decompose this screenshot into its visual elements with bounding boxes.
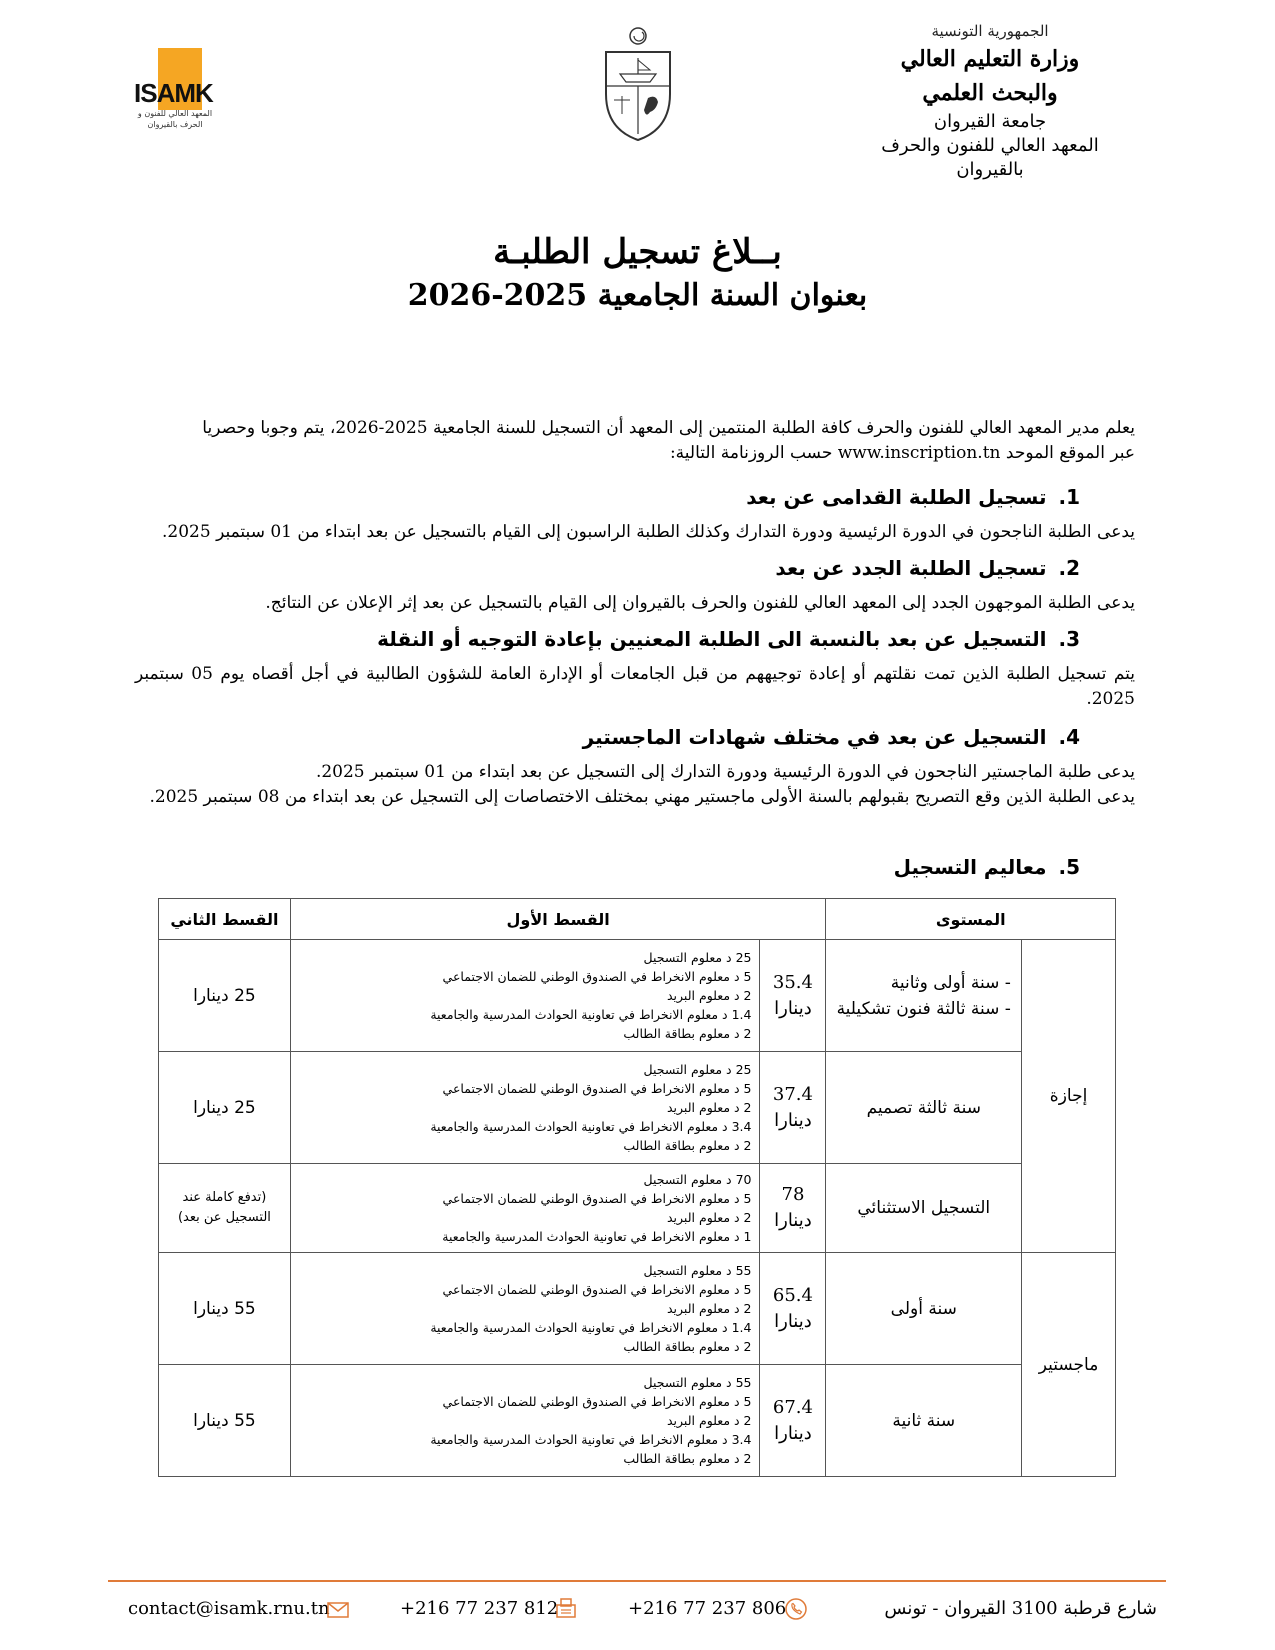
title-line-2: بعنوان السنة الجامعية 2025-2026 (407, 278, 868, 313)
section-2-text (135, 591, 1135, 616)
section-4-heading (583, 725, 1080, 749)
section-2-title: تسجيل الطلبة الجدد عن بعد (775, 556, 1047, 580)
fee-item: 2 د معلوم البريد (666, 1413, 752, 1428)
fee-item: 55 د معلوم التسجيل (643, 1375, 752, 1390)
phone-icon (783, 1596, 809, 1622)
amount-unit: دينارا (774, 997, 812, 1019)
fee-item: 2 د معلوم بطاقة الطالب (623, 1451, 752, 1466)
footer-phone[interactable]: +216 77 237 806 (628, 1598, 787, 1619)
amount-value: 35.4 (772, 971, 813, 993)
section-1-line: يدعى الطلبة الناجحون في الدورة الرئيسية ودورة التدارك وكذلك الطلبة الراسبون إلى القيام بالتسجيل عن بعد ابتداء من 01 سبتمبر 2025. (162, 522, 1135, 542)
fee-item: 3.4 د معلوم الانخراط في تعاونية الحوادث المدرسية والجامعية (430, 1119, 752, 1134)
fee-item: 2 د معلوم بطاقة الطالب (623, 1339, 752, 1354)
fee-item: 2 د معلوم البريد (666, 988, 752, 1003)
amount-cell (760, 1052, 826, 1164)
section-2-line: يدعى الطلبة الموجهون الجدد إلى المعهد العالي للفنون والحرف بالقيروان إلى القيام بالتسجيل عن بعد إثر الإعلان عن النتائج. (265, 593, 1135, 613)
isamk-logo (130, 48, 220, 140)
section-1-text (135, 520, 1135, 545)
fee-item: 70 د معلوم التسجيل (643, 1172, 752, 1187)
section-4-title: التسجيل عن بعد في مختلف شهادات الماجستير (582, 725, 1047, 749)
section-1-heading (746, 485, 1080, 509)
level-cell: سنة ثانية (826, 1365, 1022, 1477)
group-master: ماجستير (1022, 1253, 1116, 1477)
ministry-header (820, 22, 1160, 182)
fee-items-cell (290, 1052, 760, 1164)
second-installment-cell (159, 940, 291, 1052)
email-icon (325, 1596, 351, 1622)
intro-line-2: عبر الموقع الموحد www.inscription.tn حسب الروزنامة التالية: (669, 443, 1135, 463)
amount-value: 67.4 (772, 1396, 813, 1418)
fee-items-cell (290, 940, 760, 1052)
institute-name: المعهد العالي للفنون والحرف (881, 135, 1099, 156)
fee-item: 5 د معلوم الانخراط في الصندوق الوطني للضمان الاجتماعي (442, 1394, 752, 1409)
university-name: جامعة القيروان (933, 111, 1047, 132)
level-cell: سنة أولى (826, 1253, 1022, 1365)
section-5-number: 5. (1058, 855, 1080, 879)
table-row (159, 1052, 1116, 1164)
section-3-line: يتم تسجيل الطلبة الذين تمت نقلتهم أو إعادة توجيههم من قبل الجامعات أو الإدارة العامة للشؤون الطالبية في أجل أقصاه يوم 05 سبتمبر 2025. (135, 664, 1135, 709)
section-4-text (135, 760, 1135, 810)
section-2-number: 2. (1058, 556, 1080, 580)
fee-item: 2 د معلوم البريد (666, 1301, 752, 1316)
header-level: المستوى (826, 899, 1116, 940)
republic-name: الجمهورية التونسية (931, 22, 1049, 40)
table-row (159, 1164, 1116, 1253)
fee-item: 2 د معلوم بطاقة الطالب (623, 1026, 752, 1041)
level-cell: سنة ثالثة تصميم (826, 1052, 1022, 1164)
amount-cell (760, 1253, 826, 1365)
intro-line-1: يعلم مدير المعهد العالي للفنون والحرف كافة الطلبة المنتمين إلى المعهد أن التسجيل للسنة الجامعية 2025-2026، يتم وجوبا وحصريا (202, 418, 1135, 438)
fee-item: 1.4 د معلوم الانخراط في تعاونية الحوادث المدرسية والجامعية (430, 1007, 752, 1022)
fee-item: 1.4 د معلوم الانخراط في تعاونية الحوادث المدرسية والجامعية (430, 1320, 752, 1335)
fee-item: 2 د معلوم بطاقة الطالب (623, 1138, 752, 1153)
fee-item: 3.4 د معلوم الانخراط في تعاونية الحوادث المدرسية والجامعية (430, 1432, 752, 1447)
fee-item: 55 د معلوم التسجيل (643, 1263, 752, 1278)
amount-cell (760, 940, 826, 1052)
second-installment-cell (159, 1365, 291, 1477)
section-5-title: معاليم التسجيل (893, 855, 1047, 879)
amount-cell (760, 1365, 826, 1477)
level-line: - سنة أولى وثانية (890, 972, 1011, 993)
second-installment-cell (159, 1164, 291, 1253)
fee-item: 25 د معلوم التسجيل (643, 1062, 752, 1077)
table-row (159, 940, 1116, 1052)
amount-unit: دينارا (774, 1210, 812, 1231)
amount-unit: دينارا (774, 1422, 812, 1444)
amount-unit: دينارا (774, 1109, 812, 1131)
section-3-title: التسجيل عن بعد بالنسبة الى الطلبة المعنيين بإعادة التوجيه أو النقلة (377, 627, 1047, 651)
group-licence: إجازة (1022, 940, 1116, 1253)
second-value: 55 دينارا (193, 1298, 256, 1319)
ministry-name-2: والبحث العلمي (922, 80, 1058, 106)
amount-unit: دينارا (774, 1310, 812, 1332)
fee-items-cell (290, 1365, 760, 1477)
section-1-title: تسجيل الطلبة القدامى عن بعد (746, 485, 1047, 509)
second-value: 55 دينارا (193, 1410, 256, 1431)
footer-email[interactable]: contact@isamk.rnu.tn (128, 1598, 330, 1619)
second-value: التسجيل عن بعد) (177, 1210, 271, 1225)
level-cell (826, 940, 1022, 1052)
fee-items-cell (290, 1164, 760, 1253)
table-row (159, 1365, 1116, 1477)
fees-table (158, 898, 1116, 1477)
logo-text: ISAMK (134, 78, 213, 108)
second-value: (تدفع كاملة عند (182, 1190, 267, 1205)
fee-item: 2 د معلوم البريد (666, 1100, 752, 1115)
fax-icon (553, 1596, 579, 1622)
institute-city: بالقيروان (956, 159, 1024, 180)
table-header-row (159, 899, 1116, 940)
fee-items-cell (290, 1253, 760, 1365)
amount-value: 65.4 (772, 1284, 813, 1306)
fee-item: 5 د معلوم الانخراط في الصندوق الوطني للضمان الاجتماعي (442, 1081, 752, 1096)
table-row (159, 1253, 1116, 1365)
section-3-number: 3. (1058, 627, 1080, 651)
fee-item: 25 د معلوم التسجيل (643, 950, 752, 965)
logo-subtitle: المعهد العالي للفنون و الحرف بالقيروان (137, 109, 213, 129)
second-installment-cell (159, 1052, 291, 1164)
emblem-icon (598, 24, 678, 144)
section-3-text (135, 662, 1135, 712)
fee-item: 5 د معلوم الانخراط في الصندوق الوطني للضمان الاجتماعي (442, 1282, 752, 1297)
section-2-heading (775, 556, 1080, 580)
second-installment-cell (159, 1253, 291, 1365)
section-5-heading (894, 855, 1080, 879)
section-4-number: 4. (1058, 725, 1080, 749)
level-cell: التسجيل الاستثنائي (826, 1164, 1022, 1253)
level-line: - سنة ثالثة فنون تشكيلية (836, 998, 1011, 1019)
footer-divider (108, 1580, 1166, 1582)
page-title (0, 232, 1275, 313)
intro-paragraph (135, 416, 1135, 466)
fee-item: 2 د معلوم البريد (666, 1210, 752, 1225)
amount-cell (760, 1164, 826, 1253)
section-4-line-1: يدعى طلبة الماجستير الناجحون في الدورة الرئيسية ودورة التدارك إلى التسجيل عن بعد ابتداء من 01 سبتمبر 2025. (315, 762, 1135, 782)
fee-item: 5 د معلوم الانخراط في الصندوق الوطني للضمان الاجتماعي (442, 1191, 752, 1206)
section-1-number: 1. (1058, 485, 1080, 509)
header-second-installment: القسط الثاني (159, 899, 291, 940)
fee-item: 5 د معلوم الانخراط في الصندوق الوطني للضمان الاجتماعي (442, 969, 752, 984)
amount-value: 37.4 (772, 1083, 813, 1105)
ministry-name: وزارة التعليم العالي (900, 46, 1080, 72)
section-3-heading (377, 627, 1080, 651)
amount-value: 78 (781, 1184, 805, 1205)
footer-address: شارع قرطبة 3100 القيروان - تونس (884, 1598, 1157, 1619)
section-4-line-2: يدعى الطلبة الذين وقع التصريح بقبولهم بالسنة الأولى ماجستير مهني بمختلف الاختصاصات إلى التسجيل عن بعد ابتداء من 08 سبتمبر 2025. (149, 787, 1135, 807)
second-value: 25 دينارا (193, 985, 256, 1006)
fee-item: 1 د معلوم الانخراط في تعاونية الحوادث المدرسية والجامعية (442, 1229, 752, 1244)
header-first-installment: القسط الأول (290, 899, 826, 940)
second-value: 25 دينارا (193, 1097, 256, 1118)
footer-fax: +216 77 237 812 (400, 1598, 559, 1619)
title-line-1: بــلاغ تسجيل الطلبـة (493, 232, 782, 272)
